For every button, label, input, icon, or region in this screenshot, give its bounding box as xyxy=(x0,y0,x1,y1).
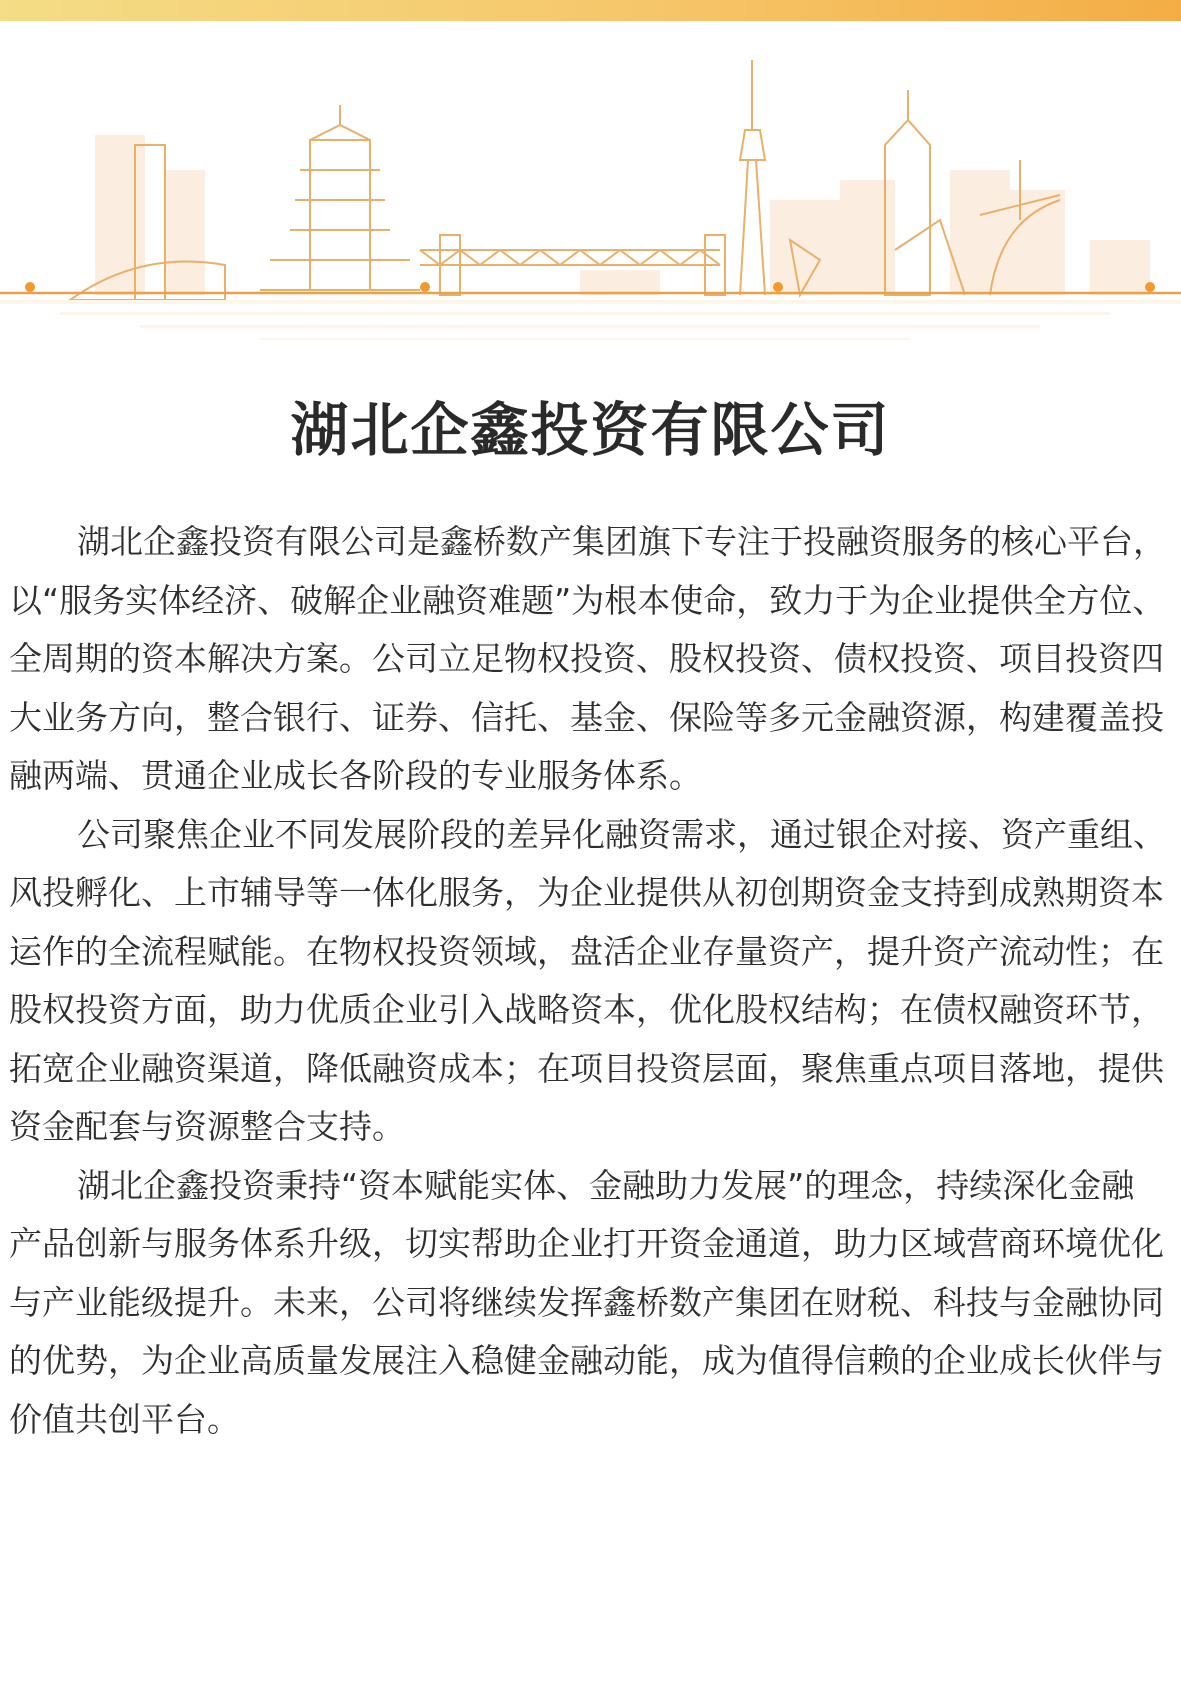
paragraph-line: 与产业能级提升。未来，公司将继续发挥鑫桥数产集团在财税、科技与金融协同 xyxy=(9,1282,1164,1322)
paragraph-line: 的优势，为企业高质量发展注入稳健金融动能，成为值得信赖的企业成长伙伴与 xyxy=(9,1341,1164,1380)
paragraph-line: 资金配套与资源整合支持。 xyxy=(9,1107,405,1146)
page-title: 湖北企鑫投资有限公司 xyxy=(290,396,891,464)
paragraph-line: 以“服务实体经济、破解企业融资难题”为根本使命，致力于为企业提供全方位、 xyxy=(9,580,1166,620)
paragraph-line: 价值共创平台。 xyxy=(9,1399,240,1439)
paragraph-line: 风投孵化、上市辅导等一体化服务，为企业提供从初创期资金支持到成熟期资本 xyxy=(9,873,1164,912)
paragraph-line: 拓宽企业融资渠道，降低融资成本；在项目投资层面，聚焦重点项目落地，提供 xyxy=(9,1048,1164,1088)
paragraph-line: 湖北企鑫投资秉持“资本赋能实体、金融助力发展”的理念，持续深化金融 xyxy=(77,1165,1135,1205)
top-accent-bar xyxy=(0,0,1181,21)
paragraph-line: 运作的全流程赋能。在物权投资领域，盘活企业存量资产，提升资产流动性；在 xyxy=(9,931,1164,971)
paragraph-line: 融两端、贯通企业成长各阶段的专业服务体系。 xyxy=(9,756,702,795)
paragraph-line: 全周期的资本解决方案。公司立足物权投资、股权投资、债权投资、项目投资四 xyxy=(9,639,1164,678)
paragraph-line: 产品创新与服务体系升级，切实帮助企业打开资金通道，助力区域营商环境优化 xyxy=(9,1224,1164,1263)
paragraph-line: 大业务方向，整合银行、证券、信托、基金、保险等多元金融资源，构建覆盖投 xyxy=(9,697,1164,737)
company-description xyxy=(9,513,1181,1449)
paragraph-line: 股权投资方面，助力优质企业引入战略资本，优化股权结构；在债权融资环节， xyxy=(9,990,1164,1029)
city-skyline-illustration xyxy=(0,50,1181,360)
paragraph-line: 湖北企鑫投资有限公司是鑫桥数产集团旗下专注于投融资服务的核心平台， xyxy=(77,522,1166,561)
paragraph-line: 公司聚焦企业不同发展阶段的差异化融资需求，通过银企对接、资产重组、 xyxy=(77,814,1166,854)
